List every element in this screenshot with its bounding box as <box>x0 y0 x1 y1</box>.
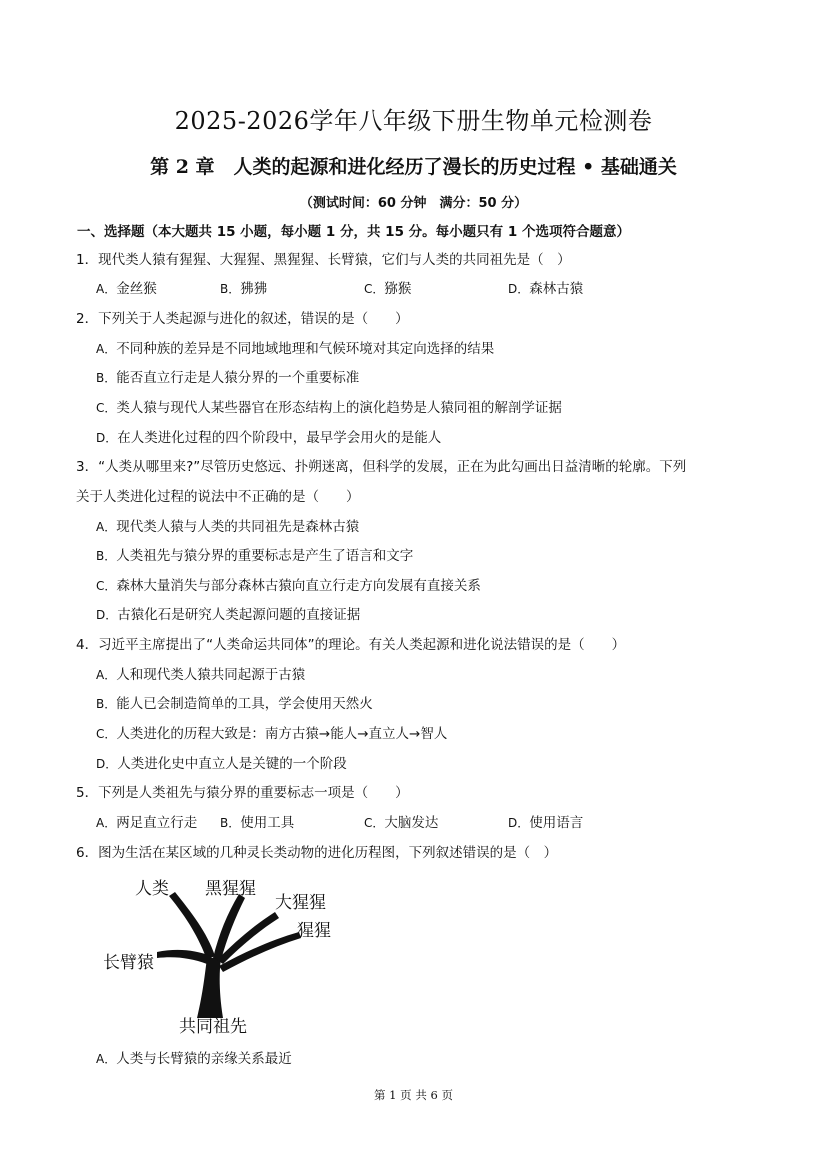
question-2-option-c: C．类人猿与现代人某些器官在形态结构上的演化趋势是人猿同祖的解剖学证据 <box>96 400 562 416</box>
question-4-option-c: C．人类进化的历程大致是：南方古猿→能人→直立人→智人 <box>96 726 448 742</box>
question-4-stem: 4．习近平主席提出了“人类命运共同体”的理论。有关人类起源和进化说法错误的是（ ） <box>76 637 626 653</box>
question-5-option-b: B．使用工具 <box>220 815 295 831</box>
question-2-option-b: B．能否直立行走是人猿分界的一个重要标准 <box>96 370 360 386</box>
label-gibbon: 长臂猿 <box>103 953 154 972</box>
question-2-option-a: A．不同种族的差异是不同地域地理和气候环境对其定向选择的结果 <box>96 341 495 357</box>
label-gorilla: 大猩猩 <box>275 893 326 912</box>
question-3-option-d: D．古猿化石是研究人类起源问题的直接证据 <box>96 607 361 623</box>
section-heading: 一、选择题（本大题共 15 小题，每小题 1 分，共 15 分。每小题只有 1 个选项符合题意） <box>77 224 630 240</box>
question-4-option-b: B．能人已会制造简单的工具，学会使用天然火 <box>96 696 373 712</box>
question-6-stem: 6．图为生活在某区域的几种灵长类动物的进化历程图，下列叙述错误的是（ ） <box>76 845 558 861</box>
question-6-option-a: A．人类与长臂猿的亲缘关系最近 <box>96 1051 292 1067</box>
question-3-option-c: C．森林大量消失与部分森林古猿向直立行走方向发展有直接关系 <box>96 578 481 594</box>
question-5-option-d: D．使用语言 <box>508 815 584 831</box>
question-3-stem: 3．“人类从哪里来?”尽管历史悠远、扑朔迷离，但科学的发展，正在为此勾画出日益清晰的轮廓。下列 <box>76 459 687 475</box>
label-ancestor: 共同祖先 <box>179 1017 247 1036</box>
question-5-option-c: C．大脑发达 <box>364 815 439 831</box>
question-4-option-d: D．人类进化史中直立人是关键的一个阶段 <box>96 756 347 772</box>
question-3-option-b: B．人类祖先与猿分界的重要标志是产生了语言和文字 <box>96 548 414 564</box>
question-1-stem: 1．现代类人猿有猩猩、大猩猩、黑猩猩、长臂猿，它们与人类的共同祖先是（ ） <box>76 252 571 268</box>
label-chimpanzee: 黑猩猩 <box>205 879 256 898</box>
branch-gibbon <box>157 950 211 964</box>
question-1-option-b: B．狒狒 <box>220 281 268 297</box>
question-5-stem: 5．下列是人类祖先与猿分界的重要标志一项是（ ） <box>76 785 409 801</box>
question-2-option-d: D．在人类进化过程的四个阶段中，最早学会用火的是能人 <box>96 430 442 446</box>
chapter-subtitle: 第 2 章 人类的起源和进化经历了漫长的历史过程 • 基础通关 <box>150 156 677 178</box>
question-2-stem: 2．下列关于人类起源与进化的叙述，错误的是（ ） <box>76 311 409 327</box>
question-3-option-a: A．现代类人猿与人类的共同祖先是森林古猿 <box>96 519 360 535</box>
question-5-option-a: A．两足直立行走 <box>96 815 198 831</box>
question-4-option-a: A．人和现代类人猿共同起源于古猿 <box>96 667 306 683</box>
label-orangutan: 猩猩 <box>297 921 331 940</box>
branch-human <box>169 892 215 960</box>
page-title: 2025-2026学年八年级下册生物单元检测卷 <box>174 107 653 135</box>
question-3-stem-continued: 关于人类进化过程的说法中不正确的是（ ） <box>76 489 360 505</box>
question-1-option-c: C．猕猴 <box>364 281 412 297</box>
question-1-option-d: D．森林古猿 <box>508 281 584 297</box>
page-footer: 第 1 页 共 6 页 <box>374 1088 453 1102</box>
question-1-option-a: A．金丝猴 <box>96 281 157 297</box>
tree-trunk <box>197 958 223 1018</box>
exam-info: （测试时间：60 分钟 满分：50 分） <box>299 196 528 211</box>
evolution-tree-diagram <box>95 868 360 1038</box>
label-human: 人类 <box>135 879 169 898</box>
